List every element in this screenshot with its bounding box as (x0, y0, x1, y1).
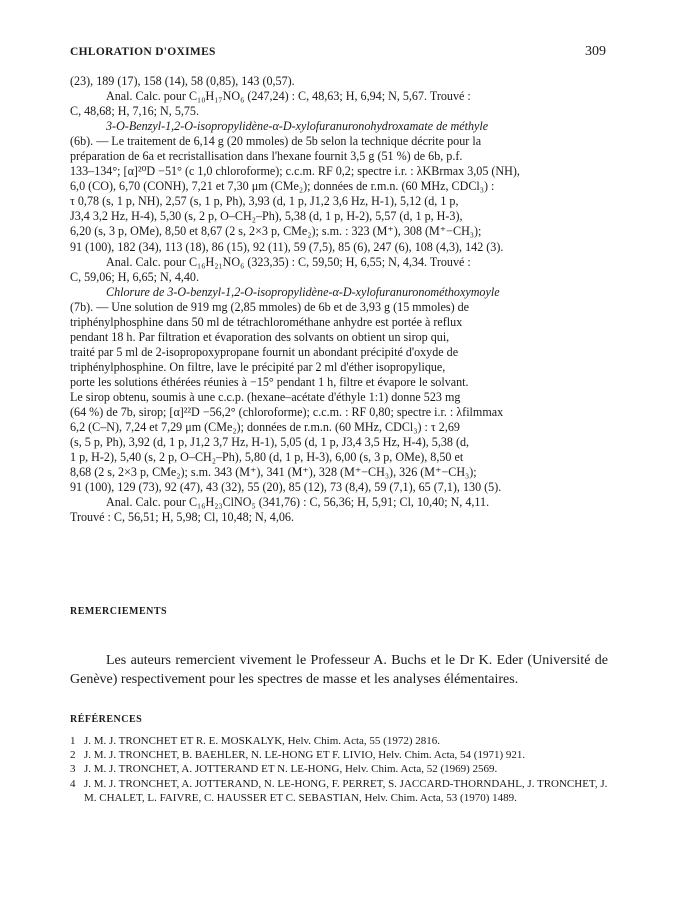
text-line: 91 (100), 182 (34), 113 (18), 86 (15), 92 (11), 59 (7,5), 85 (6), 247 (6), 108 (4,3), 142 (3). (70, 239, 504, 254)
page-header (70, 46, 606, 64)
text-line: Trouvé : C, 56,51; H, 5,98; Cl, 10,48; N, 4,06. (70, 510, 294, 525)
text-line: préparation de 6a et recristallisation dans l'hexane fournit 3,5 g (51 %) de 6b, p.f. (70, 149, 463, 164)
text-line: 133–134°; [α]²⁰D −51° (c 1,0 chloroforme); c.c.m. RF 0,2; spectre i.r. : λKBrmax 3,05 (NH), (70, 164, 520, 179)
text-line: C, 59,06; H, 6,65; N, 4,40. (70, 269, 200, 284)
text-line: C, 48,68; H, 7,16; N, 5,75. (70, 104, 200, 119)
reference-number: 3 (70, 763, 76, 776)
page-number: 309 (585, 44, 606, 59)
compound-title: 3-O-Benzyl-1,2-O-isopropylidène-α-D-xylofuranuronohydroxamate de méthyle (106, 119, 489, 134)
reference-text: J. M. J. TRONCHET ET R. E. MOSKALYK, Helv. Chim. Acta, 55 (1972) 2816. (84, 735, 440, 747)
acknowledgements-heading: REMERCIEMENTS (70, 606, 168, 617)
reference-text: J. M. J. TRONCHET, A. JOTTERAND, N. LE-HONG, F. PERRET, S. JACCARD-THORNDAHL, J. TRONCHET, J. M. CHALET, L. FAIVRE, C. HAUSSER ET C. SEBASTIAN, Helv. Chim. Acta, 53 (1970) 1489. (84, 777, 608, 804)
text-line: Anal. Calc. pour C₁₆H₂₃ClNO₅ (341,76) : C, 56,36; H, 5,91; Cl, 10,40; N, 4,11. (106, 495, 490, 510)
text-line: Le sirop obtenu, soumis à une c.c.p. (hexane–acétate d'éthyle 1:1) donne 523 mg (70, 389, 461, 404)
reference-number: 1 (70, 735, 76, 747)
text-line: τ 0,78 (s, 1 p, NH), 2,57 (s, 1 p, Ph), 3,93 (d, 1 p, J1,2 3,6 Hz, H-1), 5,12 (d, 1 p, (70, 194, 459, 209)
acknowledgements-text: Les auteurs remercient vivement le Professeur A. Buchs et le Dr K. Eder (Université de Genève) respectivement pour les spectres de masse et les analyses élémentaires. (70, 653, 608, 687)
reference-item (70, 777, 608, 805)
reference-text: J. M. J. TRONCHET, A. JOTTERAND ET N. LE-HONG, Helv. Chim. Acta, 52 (1969) 2569. (84, 763, 498, 776)
text-line: Anal. Calc. pour C₁₀H₁₇NO₆ (247,24) : C, 48,63; H, 6,94; N, 5,67. Trouvé : (106, 89, 471, 104)
reference-item (70, 748, 608, 762)
text-line: 6,2 (C–N), 7,24 et 7,29 μm (CMe₂); données de r.m.n. (60 MHz, CDCl₃) : τ 2,69 (70, 420, 460, 435)
text-line: 6,20 (s, 3 p, OMe), 8,50 et 8,67 (2 s, 2×3 p, CMe₂); s.m. : 323 (M⁺), 308 (M⁺−CH₃); (70, 224, 482, 239)
text-line: 1 p, H-2), 5,40 (s, 2 p, O–CH₂–Ph), 5,80 (d, 1 p, H-3), 6,00 (s, 3 p, OMe), 8,50 et (70, 450, 464, 465)
text-line: (7b). — Une solution de 919 mg (2,85 mmoles) de 6b et de 3,93 g (15 mmoles) de (70, 299, 470, 314)
text-line: J3,4 3,2 Hz, H-4), 5,30 (s, 2 p, O–CH₂–Ph), 5,38 (d, 1 p, H-2), 5,57 (d, 1 p, H-3), (70, 209, 463, 224)
reference-number: 4 (70, 777, 76, 790)
text-line: 91 (100), 129 (73), 92 (47), 43 (32), 55 (20), 85 (12), 73 (8,4), 59 (7,1), 65 (7,1), 130 (5). (70, 480, 502, 495)
reference-number: 2 (70, 749, 76, 762)
compound-title: Chlorure de 3-O-benzyl-1,2-O-isopropylidène-α-D-xylofuranuronométhoxymoyle (106, 284, 500, 299)
text-line: traité par 5 ml de 2-isopropoxypropane fournit un abondant précipité d'oxyde de (70, 344, 459, 359)
text-line: pendant 18 h. Par filtration et évaporation des solvants on obtient un sirop qui, (70, 329, 450, 344)
text-line: 6,0 (CO), 6,70 (CONH), 7,21 et 7,30 μm (CMe₂); données de r.m.n. (60 MHz, CDCl₃) : (70, 179, 495, 194)
text-line: porte les solutions éthérées réunies à −15° pendant 1 h, filtre et évapore le solvant. (70, 374, 469, 389)
reference-text: J. M. J. TRONCHET, B. BAEHLER, N. LE-HONG ET F. LIVIO, Helv. Chim. Acta, 54 (1971) 921. (84, 749, 526, 762)
text-line: triphénylphosphine dans 50 ml de tétrachlorométhane anhydre est portée à reflux (70, 314, 463, 329)
text-line: (6b). — Le traitement de 6,14 g (20 mmoles) de 5b selon la technique décrite pour la (70, 134, 482, 149)
references-list (70, 734, 608, 805)
reference-item (70, 734, 608, 748)
running-title: CHLORATION D'OXIMES (70, 46, 216, 58)
references-heading: RÉFÉRENCES (70, 714, 143, 725)
experimental-text (70, 74, 608, 525)
text-line: (64 %) de 7b, sirop; [α]²²D −56,2° (chloroforme); c.c.m. : RF 0,80; spectre i.r. : λfilmmax (70, 405, 504, 420)
text-line: 8,68 (2 s, 2×3 p, CMe₂); s.m. 343 (M⁺), 341 (M⁺), 328 (M⁺−CH₃), 326 (M⁺−CH₃); (70, 465, 477, 480)
text-line: (23), 189 (17), 158 (14), 58 (0,85), 143 (0,57). (70, 74, 295, 88)
reference-item (70, 762, 608, 776)
text-line: Anal. Calc. pour C₁₆H₂₁NO₆ (323,35) : C, 59,50; H, 6,55; N, 4,34. Trouvé : (106, 254, 471, 269)
text-line: (s, 5 p, Ph), 3,92 (d, 1 p, J1,2 3,7 Hz, H-1), 5,05 (d, 1 p, J3,4 3,5 Hz, H-4), 5,38 (d, (70, 435, 470, 450)
text-line: triphénylphosphine. On filtre, lave le précipité par 2 ml d'éther isopropylique, (70, 359, 446, 374)
